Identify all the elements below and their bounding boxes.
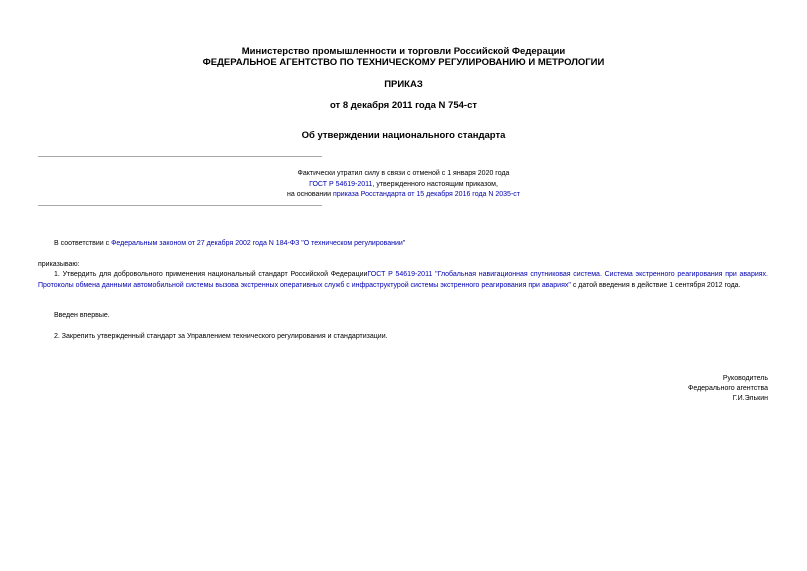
signature-agency: Федерального агентства — [688, 385, 768, 392]
item1-paragraph — [38, 269, 768, 291]
ministry-title: Министерство промышленности и торговли Российской Федерации — [241, 46, 566, 57]
rosstandart-order-link[interactable]: приказа Росстандарта от 15 декабря 2016 года N 2035-ст — [333, 191, 520, 198]
agency-title: ФЕДЕРАЛЬНОЕ АГЕНТСТВО ПО ТЕХНИЧЕСКОМУ РЕГУЛИРОВАНИЮ И МЕТРОЛОГИИ — [202, 57, 605, 68]
status-note-line3 — [0, 189, 807, 200]
signature-position: Руководитель — [722, 375, 768, 382]
signature-name: Г.И.Элькин — [732, 395, 768, 402]
item1-prefix: 1. Утвердить для добровольного применения национальный стандарт Российской Федерации — [54, 271, 368, 278]
gost-standard-link[interactable]: ГОСТ Р 54619-2011 "Глобальная навигационная спутниковая система. Система экстренного реагирования при авариях. Протоколы обмена данными автомобильной системы вызова экстренных оперативных служб с инфраструктурой системы экстренного реагирования при авариях" — [38, 271, 768, 289]
order-word: приказываю: — [38, 261, 80, 268]
gost-link[interactable]: ГОСТ Р 54619-2011 — [309, 181, 373, 188]
document-type: ПРИКАЗ — [384, 79, 423, 90]
intro-paragraph — [38, 238, 768, 249]
item2-paragraph: 2. Закрепить утвержденный стандарт за Управлением технического регулирования и стандартизации. — [54, 333, 388, 340]
intro-prefix: В соответствии с — [54, 240, 112, 247]
document-subject: Об утверждении национального стандарта — [301, 130, 506, 141]
federal-law-link[interactable]: Федеральным законом от 27 декабря 2002 года N 184-ФЗ "О техническом регулировании" — [111, 240, 406, 247]
divider-bottom — [38, 205, 322, 206]
status-note-line2-text: , утвержденного настоящим приказом, — [372, 181, 498, 188]
introduced-note: Введен впервые. — [54, 312, 110, 319]
status-note-line1: Фактически утратил силу в связи с отменой с 1 января 2020 года — [297, 170, 510, 177]
status-note-line3-prefix: на основании — [287, 191, 334, 198]
divider-top — [38, 156, 322, 157]
document-date-number: от 8 декабря 2011 года N 754-ст — [329, 100, 478, 111]
item1-suffix: с датой введения в действие 1 сентября 2012 года. — [570, 282, 741, 289]
